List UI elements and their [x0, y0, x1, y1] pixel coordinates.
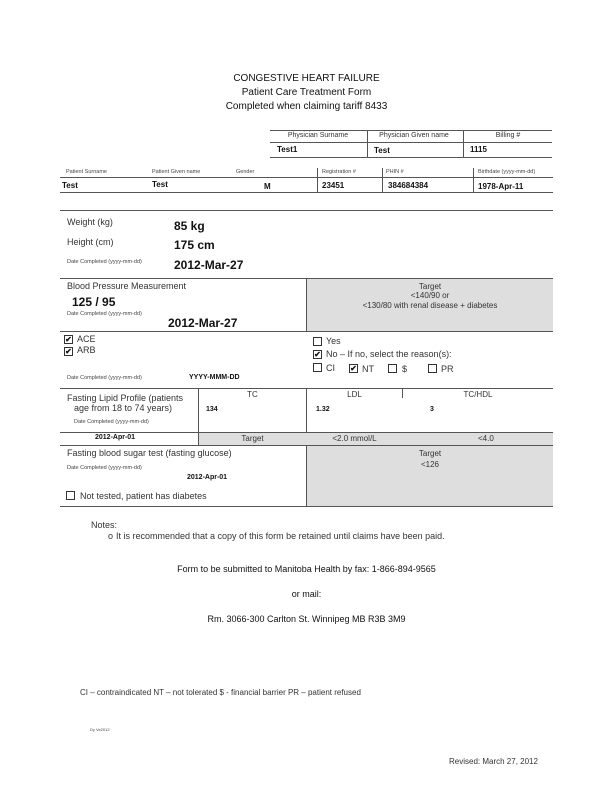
meds-date-label: Date Completed (yyyy-mm-dd) [67, 375, 142, 381]
submit-or-mail: or mail: [291, 589, 322, 599]
tchdl-label: TC/HDL [463, 390, 493, 399]
measures-date[interactable]: 2012-Mar-27 [174, 258, 244, 272]
revised-date: Revised: March 27, 2012 [449, 757, 538, 766]
physician-divider-2 [463, 131, 464, 157]
sugar-target-label: Target [418, 449, 442, 458]
yes-checkbox[interactable] [313, 337, 322, 346]
not-tested-checkbox[interactable] [66, 491, 75, 500]
fin-label: $ [402, 364, 408, 374]
bp-value[interactable]: 125 / 95 [72, 295, 116, 309]
patient-surname[interactable]: Test [62, 181, 78, 190]
physician-surname-label: Physician Surname [287, 132, 349, 139]
notes-heading: Notes: [91, 520, 118, 530]
registration-label: Registration # [322, 169, 356, 175]
gender-label: Gender [236, 169, 255, 175]
arb-checkbox[interactable]: ✔ [65, 347, 72, 356]
form-note: Completed when claiming tariff 8433 [225, 101, 388, 112]
bp-target-label: Target [418, 282, 442, 291]
nt-checkbox[interactable]: ✔ [350, 364, 357, 373]
bp-label: Blood Pressure Measurement [67, 281, 187, 291]
patient-surname-label: Patient Surname [66, 169, 107, 175]
billing-label: Billing # [495, 132, 521, 139]
sugar-bottom-line [60, 506, 553, 507]
sugar-date[interactable]: 2012-Apr-01 [187, 474, 228, 481]
birthdate-label: Birthdate (yyyy-mm-dd) [478, 169, 536, 175]
arb-label: ARB [77, 345, 96, 355]
pr-checkbox[interactable] [428, 364, 437, 373]
ldl-target: <2.0 mmol/L [332, 434, 377, 443]
physician-given[interactable]: Test [374, 146, 390, 155]
form-title: CONGESTIVE HEART FAILURE [233, 73, 380, 84]
not-tested-label: Not tested, patient has diabetes [80, 491, 207, 501]
footer-code: Dy Ve2012 [90, 727, 110, 732]
birthdate-value[interactable]: 1978-Apr-11 [478, 182, 524, 191]
tchdl-target: <4.0 [478, 434, 494, 443]
ace-checkbox[interactable]: ✔ [65, 335, 72, 344]
lipid-date[interactable]: 2012-Apr-01 [95, 434, 136, 441]
nt-label: NT [362, 364, 374, 374]
weight-value[interactable]: 85 kg [174, 219, 205, 233]
yes-label: Yes [326, 336, 341, 346]
physician-bottom-line [270, 157, 552, 158]
patient-bottom-line [60, 192, 553, 193]
lipid-date-label: Date Completed (yyyy-mm-dd) [74, 419, 149, 425]
patient-divider-1 [317, 168, 318, 192]
lipid-label-1: Fasting Lipid Profile (patients [67, 393, 184, 403]
notes-text: It is recommended that a copy of this form be retained until claims have been paid. [116, 531, 445, 541]
form-subtitle: Patient Care Treatment Form [241, 87, 372, 98]
fin-checkbox[interactable] [388, 364, 397, 373]
patient-divider-2 [382, 168, 383, 192]
physician-divider-1 [367, 131, 368, 157]
physician-surname[interactable]: Test1 [277, 145, 298, 154]
ldl-value[interactable]: 1.32 [316, 406, 330, 413]
sugar-date-label: Date Completed (yyyy-mm-dd) [67, 465, 142, 471]
phin-number[interactable]: 384684384 [388, 181, 429, 190]
patient-given-label: Patient Given name [152, 169, 201, 175]
patient-gender[interactable]: M [264, 182, 271, 191]
bp-target-2: <130/80 with renal disease + diabetes [362, 301, 498, 310]
physician-top-line [270, 130, 552, 131]
bp-date-label: Date Completed (yyyy-mm-dd) [67, 311, 142, 317]
patient-divider-3 [473, 168, 474, 192]
measures-top-line [60, 210, 553, 211]
height-value[interactable]: 175 cm [174, 238, 215, 252]
bp-date[interactable]: 2012-Mar-27 [168, 316, 238, 330]
lipid-label-2: age from 18 to 74 years) [74, 403, 173, 413]
ace-label: ACE [77, 334, 96, 344]
ci-checkbox[interactable] [313, 363, 322, 372]
meds-date[interactable]: YYYY-MMM-DD [189, 374, 240, 381]
patient-given[interactable]: Test [152, 180, 168, 189]
no-label: No – If no, select the reason(s): [326, 349, 452, 359]
ci-label: CI [326, 363, 335, 373]
physician-given-label: Physician Given name [379, 132, 449, 139]
height-label: Height (cm) [67, 237, 114, 247]
bp-target-1: <140/90 or [410, 291, 450, 300]
ldl-label: LDL [347, 390, 362, 399]
notes-bullet: o [108, 531, 114, 541]
billing-number[interactable]: 1115 [470, 145, 487, 154]
tc-label: TC [247, 390, 258, 399]
submit-fax: Form to be submitted to Manitoba Health by fax: 1-866-894-9565 [177, 564, 436, 574]
tchdl-value[interactable]: 3 [430, 406, 434, 413]
measures-date-label: Date Completed (yyyy-mm-dd) [67, 259, 142, 265]
pr-label: PR [441, 364, 454, 374]
submit-address: Rm. 3066-300 Carlton St. Winnipeg MB R3B 3M9 [207, 614, 406, 624]
sugar-target: <126 [420, 460, 440, 469]
sugar-label: Fasting blood sugar test (fasting glucose) [67, 448, 232, 458]
phin-label: PHIN # [386, 169, 404, 175]
physician-mid-line [270, 142, 552, 143]
tc-value[interactable]: 134 [206, 406, 218, 413]
patient-top-line [60, 177, 553, 178]
no-checkbox[interactable]: ✔ [314, 350, 321, 359]
registration-number[interactable]: 23451 [322, 181, 345, 190]
meds-top-line [60, 331, 553, 332]
reason-legend: CI – contraindicated NT – not tolerated $ - financial barrier PR – patient refused [80, 688, 361, 697]
weight-label: Weight (kg) [67, 217, 113, 227]
lipid-target-label: Target [241, 434, 264, 443]
